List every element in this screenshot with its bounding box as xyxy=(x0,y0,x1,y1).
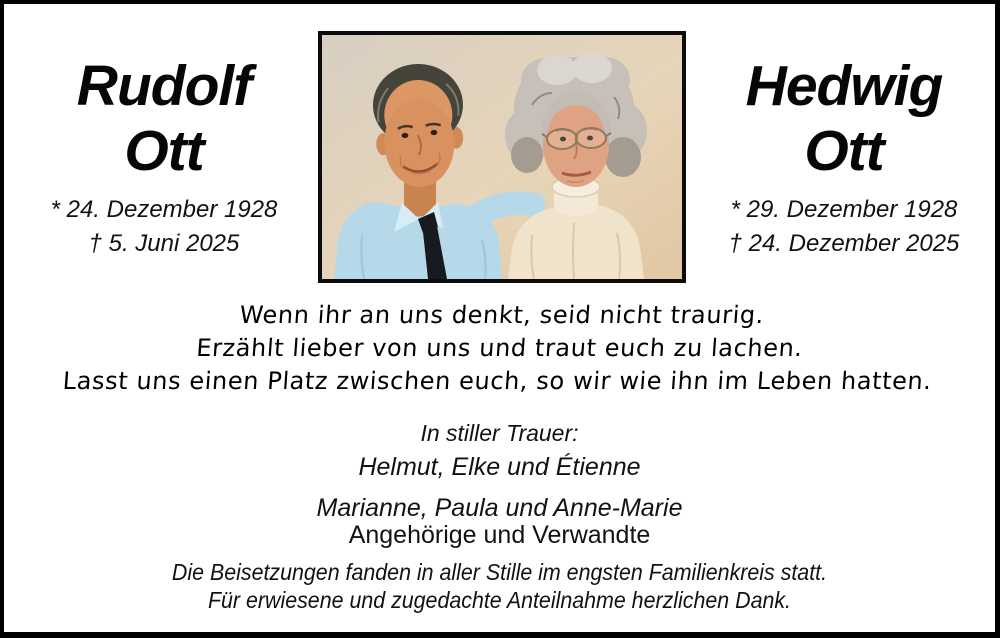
left-name-block xyxy=(4,54,324,184)
mourners-line-3: Angehörige und Verwandte xyxy=(348,521,651,549)
verse-line-3: Lasst uns einen Platz zwischen euch, so wir wie ihn im Leben hatten. xyxy=(61,367,933,395)
right-dates-block xyxy=(686,193,1000,261)
mourning-intro: In stiller Trauer: xyxy=(420,420,579,446)
verse-line-1: Wenn ihr an uns denkt, seid nicht traurig. xyxy=(238,301,765,329)
closing-block xyxy=(39,558,961,614)
right-last-name: Ott xyxy=(804,119,884,183)
verse-line-2: Erzählt lieber von uns und traut euch zu lachen. xyxy=(195,334,804,362)
left-birth-date: * 24. Dezember 1928 xyxy=(50,196,278,223)
right-first-name: Hedwig xyxy=(745,54,943,118)
couple-photo xyxy=(318,31,686,283)
left-death-date: † 5. Juni 2025 xyxy=(88,230,240,257)
mourners-line-2: Marianne, Paula und Anne-Marie xyxy=(316,494,683,522)
right-death-date: † 24. Dezember 2025 xyxy=(728,230,960,257)
right-birth-date: * 29. Dezember 1928 xyxy=(730,196,958,223)
left-dates-block xyxy=(4,193,324,261)
left-last-name: Ott xyxy=(124,119,204,183)
left-first-name: Rudolf xyxy=(76,54,252,118)
closing-line-2: Für erwiesene und zugedachte Anteilnahme herzlichen Dank. xyxy=(207,587,792,613)
woman-figure xyxy=(505,53,647,279)
memorial-verse xyxy=(1,299,999,398)
couple-photo-illustration xyxy=(322,35,682,279)
right-name-block xyxy=(686,54,1000,184)
mourners-line-1: Helmut, Elke und Étienne xyxy=(358,453,641,481)
closing-line-1: Die Beisetzungen fanden in aller Stille im engsten Familienkreis statt. xyxy=(171,559,828,585)
